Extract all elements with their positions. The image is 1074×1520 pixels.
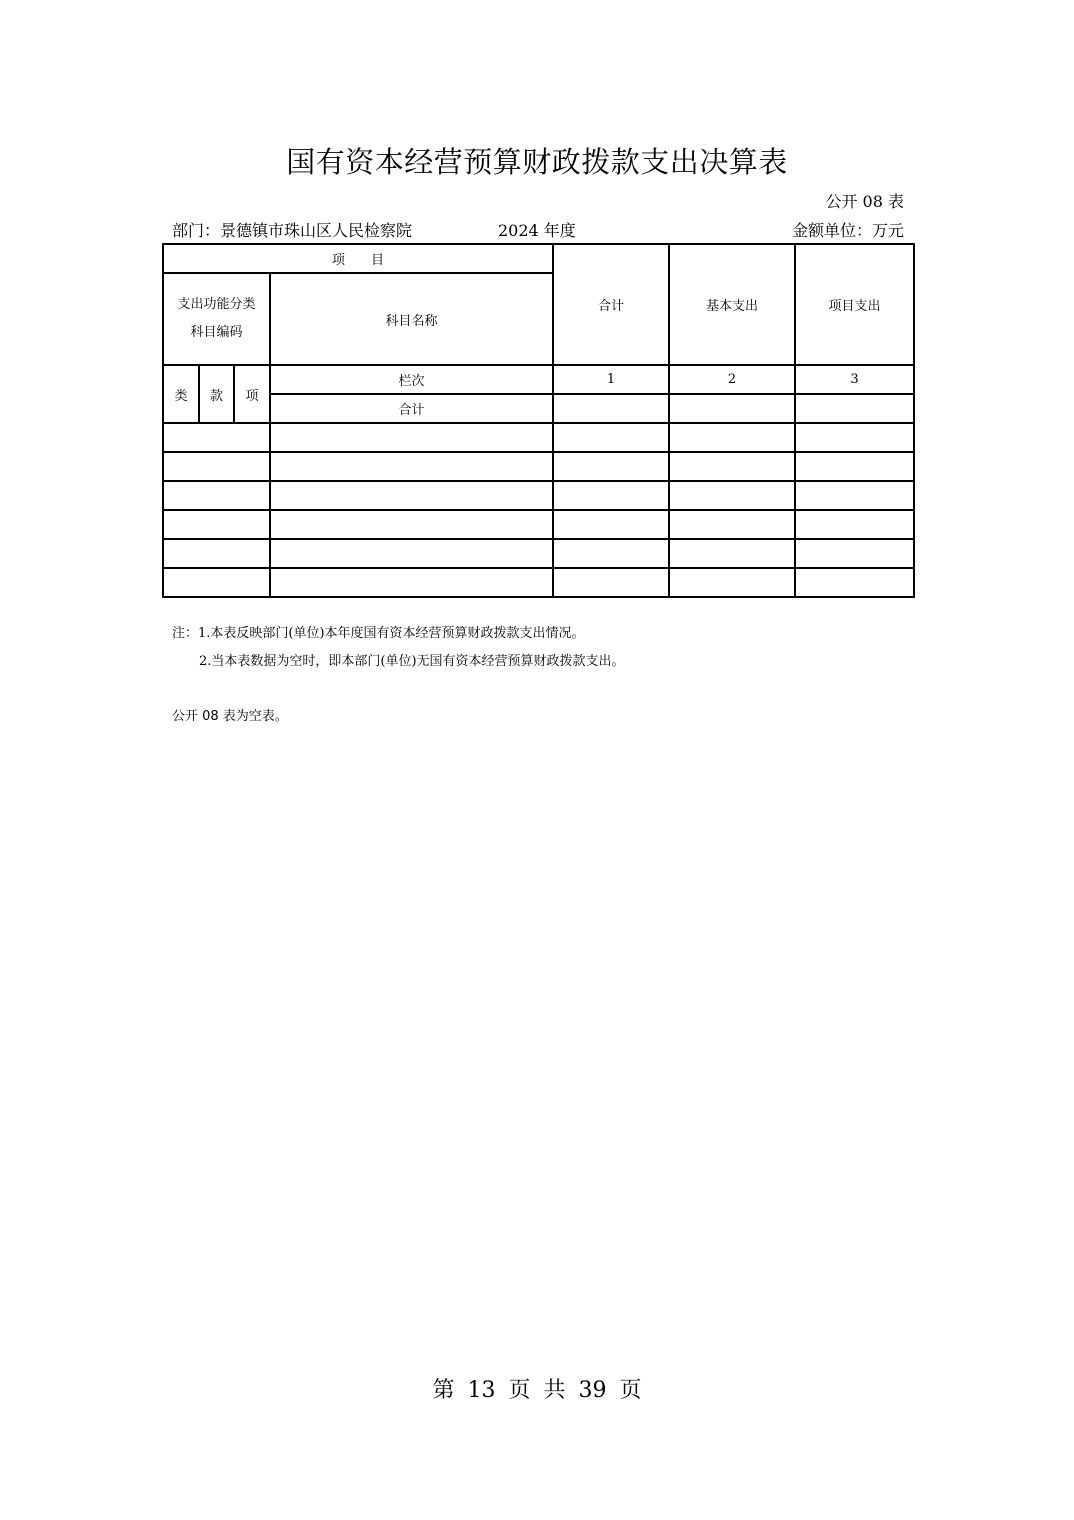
sum-total — [553, 394, 669, 423]
unit-label: 金额单位：万元 — [791, 221, 904, 240]
page-title: 国有资本经营预算财政拨款支出决算表 — [286, 145, 788, 179]
table-row — [163, 481, 914, 510]
header-func-code — [163, 273, 270, 365]
header-basic: 基本支出 — [669, 244, 795, 365]
header-col1: 1 — [553, 365, 669, 394]
year-label: 2024 年度 — [498, 221, 576, 240]
sum-row-label: 合计 — [270, 394, 553, 423]
header-total: 合计 — [553, 244, 669, 365]
header-col3: 3 — [795, 365, 914, 394]
header-xiang: 项 — [234, 365, 270, 423]
header-func-code-line2: 科目编码 — [190, 325, 243, 340]
header-func-code-line1: 支出功能分类 — [177, 297, 256, 312]
table-row — [163, 568, 914, 597]
header-lei: 类 — [163, 365, 199, 423]
page-footer: 第 13 页 共 39 页 — [432, 1378, 642, 1403]
note-1: 注：1.本表反映部门(单位)本年度国有资本经营预算财政拨款支出情况。 — [172, 626, 585, 641]
sum-project — [795, 394, 914, 423]
empty-table-statement: 公开 08 表为空表。 — [172, 709, 288, 724]
header-col2: 2 — [669, 365, 795, 394]
table-row — [163, 423, 914, 452]
header-subject-name: 科目名称 — [270, 273, 553, 365]
table-number: 公开 08 表 — [825, 192, 904, 211]
table-row — [163, 510, 914, 539]
sum-basic — [669, 394, 795, 423]
header-kuan: 款 — [199, 365, 234, 423]
header-item: 项 目 — [163, 244, 553, 273]
table-row — [163, 539, 914, 568]
table-row — [163, 452, 914, 481]
header-project: 项目支出 — [795, 244, 914, 365]
header-column-no: 栏次 — [270, 365, 553, 394]
department-label: 部门：景德镇市珠山区人民检察院 — [172, 221, 413, 240]
note-2: 2.当本表数据为空时，即本部门(单位)无国有资本经营预算财政拨款支出。 — [199, 654, 625, 669]
budget-table — [162, 243, 915, 598]
